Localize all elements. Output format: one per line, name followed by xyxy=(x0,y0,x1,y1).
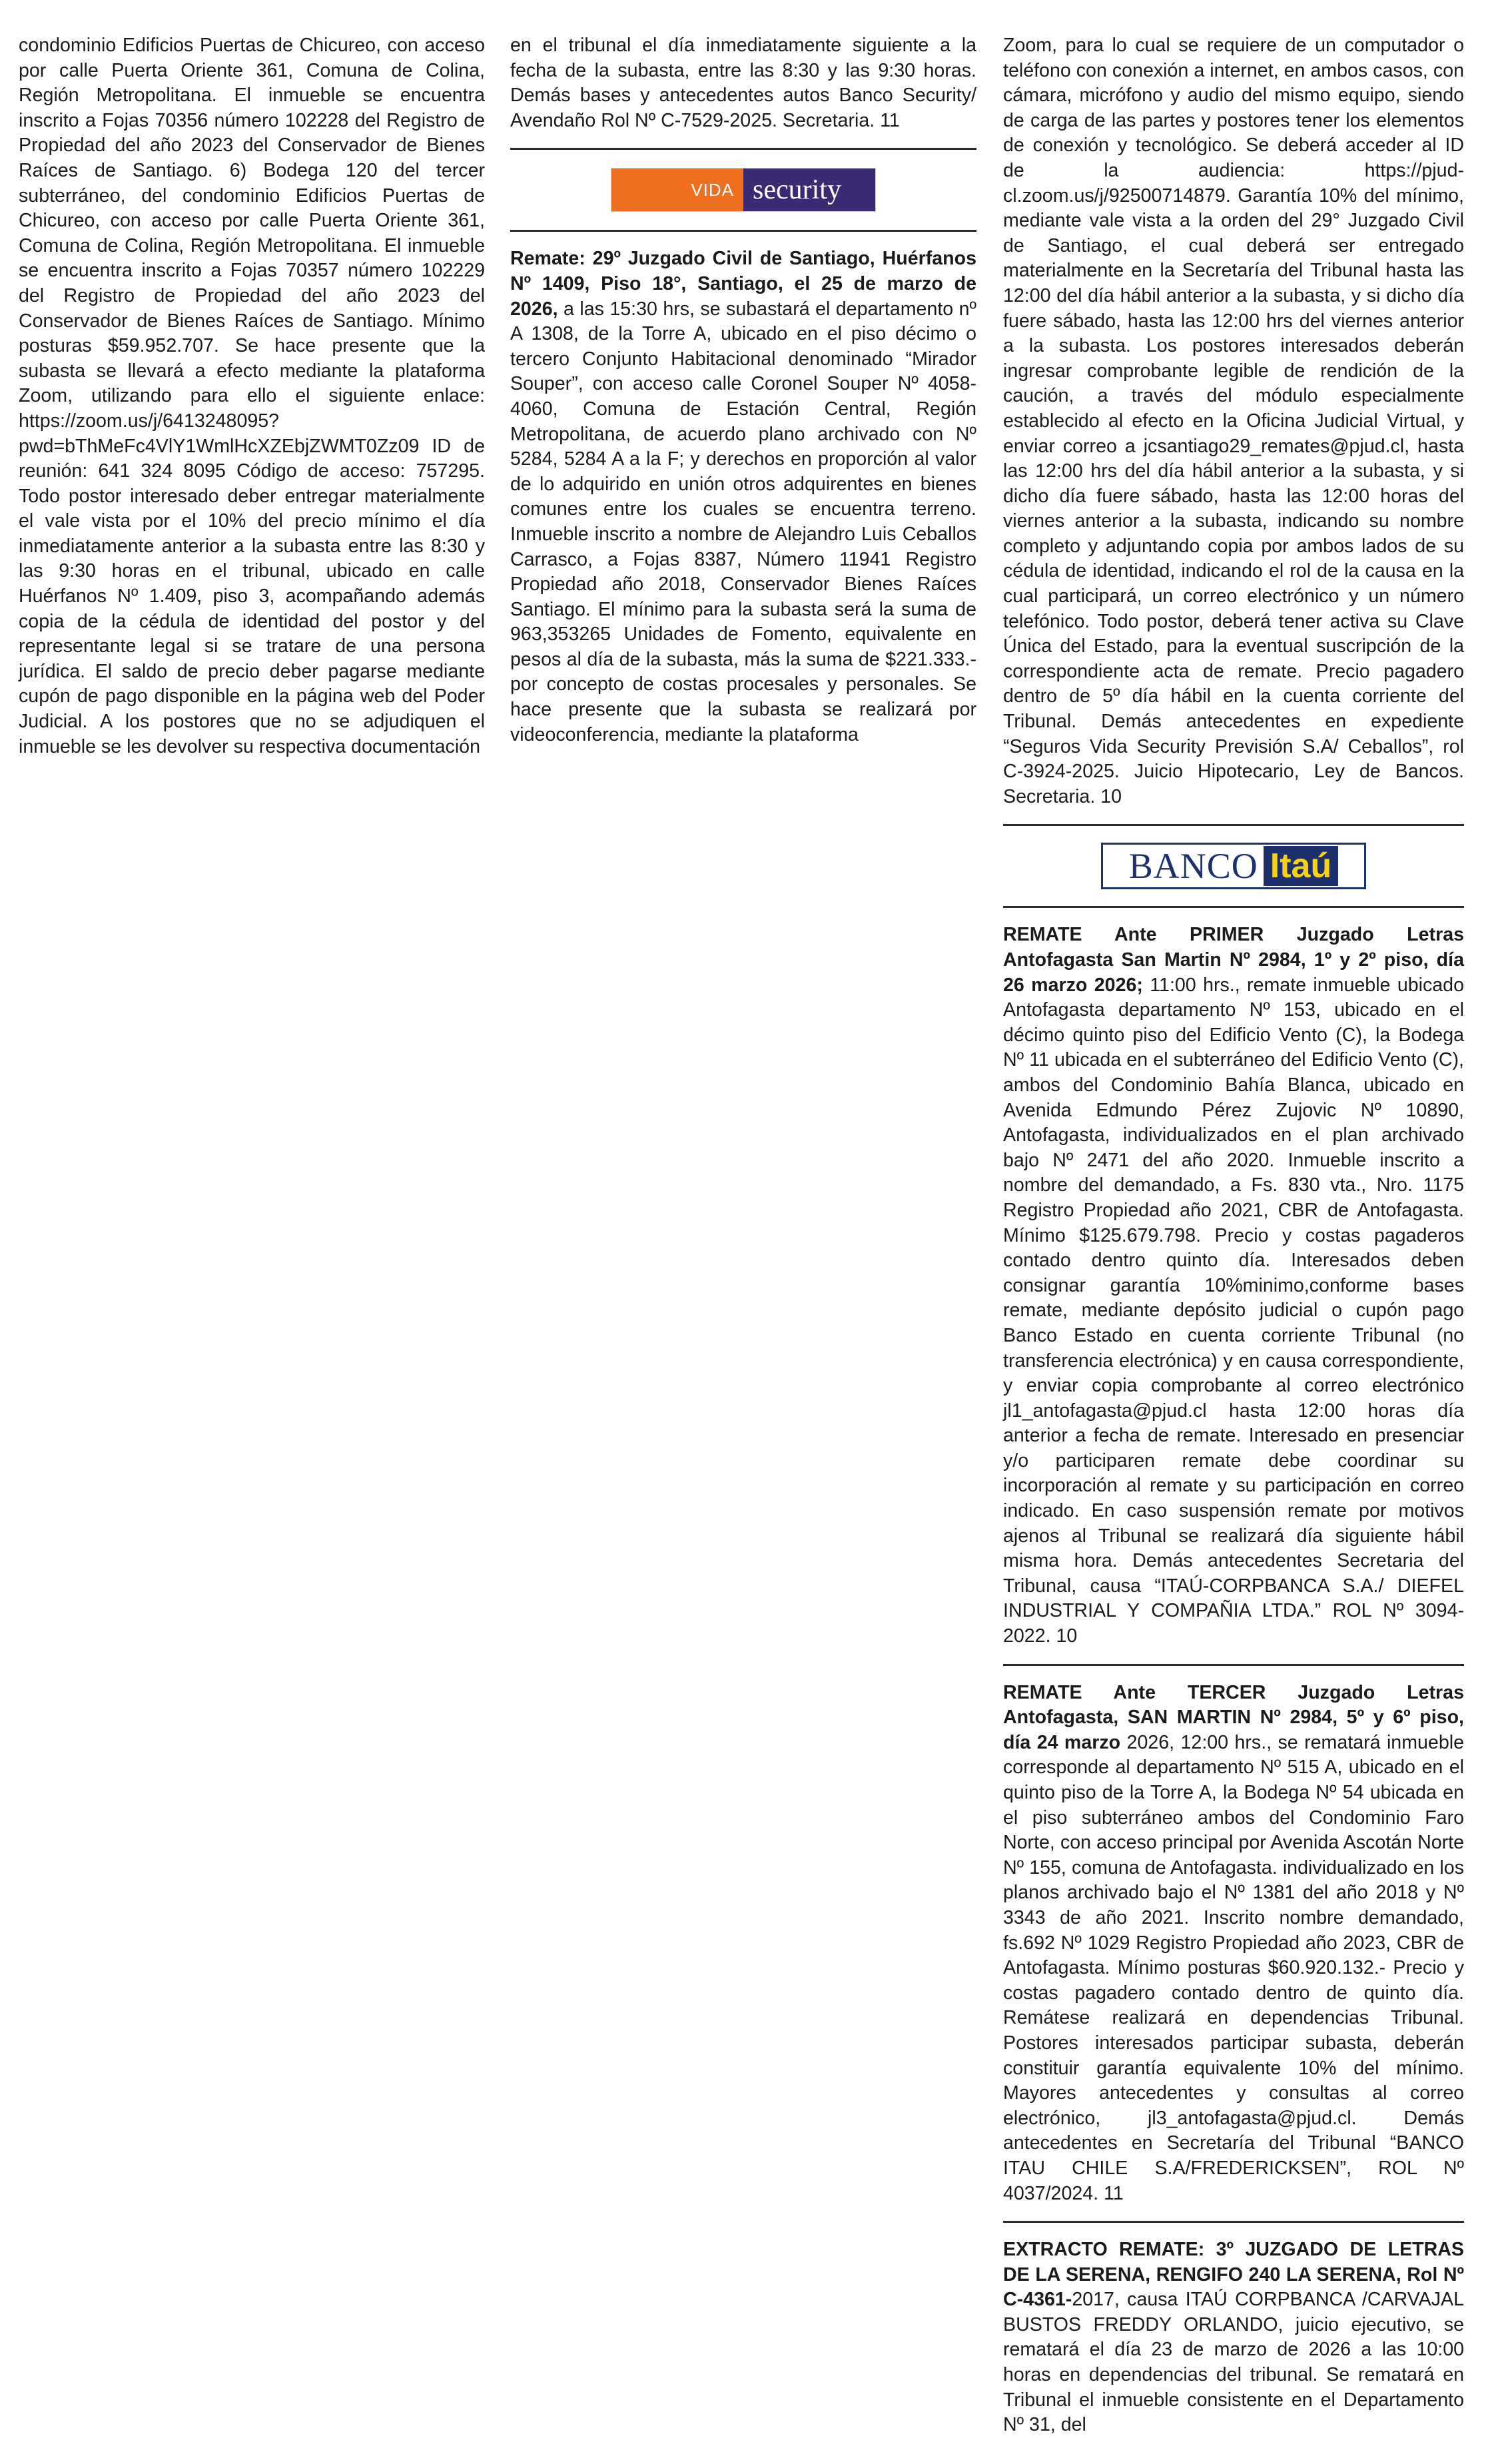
divider xyxy=(1003,1664,1464,1666)
column-3 xyxy=(1003,33,1464,2438)
notice-remate-tercer-juzgado-antofagasta xyxy=(1003,1681,1464,2206)
notice-continuation-puertas-chicureo: condominio Edificios Puertas de Chicureo, con acceso por calle Puerta Oriente 361, Comuna de Colina, Región Metropolitana. El inmueble se encuentra inscrito a Fojas 70356 número 102228 del Registro de Propiedad del año 2023 del Conservador de Bienes Raíces de Santiago. 6) Bodega 120 del tercer subterráneo, del condominio Edificios Puertas de Chicureo, con acceso por calle Puerta Oriente 361, Comuna de Colina, Región Metropolitana. El inmueble se encuentra inscrito a Fojas 70357 número 102229 del Registro de Propiedad del año 2023 del Conservador de Bienes Raíces de Santiago. Mínimo posturas $59.952.707. Se hace presente que la subasta se llevará a efecto mediante la plataforma Zoom, utilizando para ello el siguiente enlace: https://zoom.us/j/6413248095?pwd=bThMeFc4VlY1WmlHcXZEbjZWMT0Zz09 ID de reunión: 641 324 8095 Código de acceso: 757295. Todo postor interesado deber entregar materialmente el vale vista por el 10% del precio mínimo el día inmediatamente anterior a la subasta entre las 8:30 y las 9:30 horas en el tribunal, ubicado en calle Huérfanos Nº 1.409, piso 3, acompañando además copia de la cédula de identidad del postor y del representante legal si se tratare de una persona jurídica. El saldo de precio deber pagarse mediante cupón de pago disponible en la página web del Poder Judicial. A los postores que no se adjudiquen el inmueble se les devolver su respectiva documentación xyxy=(19,35,485,757)
notice-heading: Remate: 29º Juzgado Civil de Santiago, Huérfanos Nº 1409, Piso 18°, Santiago, el 25 de marzo de 2026, xyxy=(510,248,976,320)
divider xyxy=(510,230,976,232)
notice-continuation-banco-security: en el tribunal el día inmediatamente siguiente a la fecha de la subasta, entre las 8:30 y las 9:30 horas. Demás bases y antecedentes autos Banco Security/ Avendaño Rol Nº C-7529-2025. Secretaria. 11 xyxy=(510,35,976,131)
notice-body: 11:00 hrs., remate inmueble ubicado Antofagasta departamento Nº 153, ubicado en el décimo quinto piso del Edificio Vento (C), la Bodega Nº 11 ubicada en el subterráneo del Edificio Vento (C), ambos del Condominio Bahía Blanca, ubicado en Avenida Edmundo Pérez Zujovic Nº 10890, Antofagasta, individualizados en el plan archivado bajo Nº 2471 del año 2020. Inmueble inscrito a nombre del demandado, a Fs. 830 vta., Nro. 1175 Registro Propiedad año 2021, CBR de Antofagasta. Mínimo $125.679.798. Precio y costas pagaderos contado dentro quinto día. Interesados deben consignar garantía 10%minimo,conforme bases remate, mediante depósito judicial o cupón pago Banco Estado en cuenta corriente Tribunal (no transferencia electrónica) y en causa correspondiente, y enviar copia comprobante al correo electrónico jl1_antofagasta@pjud.cl hasta 12:00 horas día anterior a fecha de remate. Interesado en presenciar y/o participaren remate debe coordinar su incorporación al remate y su participación en correo indicado. En caso suspensión remate por motivos ajenos al Tribunal se realizará día siguiente hábil misma hora. Demás antecedentes Secretaria del Tribunal, causa “ITAÚ-CORPBANCA S.A./ DIEFEL INDUSTRIAL Y COMPAÑIA LTDA.” ROL Nº 3094-2022. 10 xyxy=(1003,974,1464,1647)
column-2 xyxy=(510,33,976,747)
notice-heading: EXTRACTO REMATE: 3º JUZGADO DE LETRAS DE LA SERENA, RENGIFO 240 LA SERENA, Rol Nº C-4361- xyxy=(1003,2239,1464,2311)
banco-itau-logo xyxy=(1003,841,1464,891)
column-1 xyxy=(19,33,485,759)
vida-security-logo xyxy=(510,165,976,215)
divider xyxy=(1003,906,1464,908)
notice-heading: REMATE Ante TERCER Juzgado Letras Antofagasta, SAN MARTIN Nº 2984, 5º y 6º piso, día 24 marzo xyxy=(1003,1681,1464,1753)
notice-remate-29-juzgado xyxy=(510,246,976,747)
notice-heading: REMATE Ante PRIMER Juzgado Letras Antofagasta San Martin Nº 2984, 1º y 2º piso, día 26 marzo 2026; xyxy=(1003,924,1464,996)
notice-continuation-vida-security: Zoom, para lo cual se requiere de un computador o teléfono con conexión a internet, en ambos casos, con cámara, micrófono y audio del mismo equipo, siendo de carga de las partes y postores tener los elementos de conexión y tecnológico. Se deberá acceder al ID de la audiencia: https://pjud-cl.zoom.us/j/92500714879. Garantía 10% del mínimo, mediante vale vista a la orden del 29° Juzgado Civil de Santiago, el cual deberá ser entregado materialmente en la Secretaría del Tribunal hasta las 12:00 del día hábil anterior a la subasta, y si dicho día fuere sábado, hasta las 12:00 hrs del viernes anterior a la subasta. Los postores interesados deberán ingresar comprobante legible de rendición de la caución, a través del módulo especialmente establecido al efecto en la Oficina Judicial Virtual, y enviar correo a jcsantiago29_remates@pjud.cl, hasta las 12:00 hrs del día hábil anterior a la subasta, y si dicho día fuere sábado, hasta las 12:00 horas del viernes anterior a la subasta, indicando su nombre completo y adjuntando copia por ambos lados de su cédula de identidad, indicando el rol de la causa en la cual participará, un correo electrónico y un número telefónico. Todo postor, deberá tener activa su Clave Única del Estado, para la eventual suscripción de la correspondiente acta de remate. Precio pagadero dentro de 5º día hábil en la cuenta corriente del Tribunal. Demás antecedentes en expediente “Seguros Vida Security Previsión S.A/ Ceballos”, rol C-3924-2025. Juicio Hipotecario, Ley de Bancos. Secretaria. 10 xyxy=(1003,35,1464,807)
logo-security-text: security xyxy=(743,169,875,211)
vida-security-logo-box xyxy=(611,169,875,211)
divider xyxy=(1003,2221,1464,2223)
banco-itau-logo-box xyxy=(1101,843,1366,889)
notice-body: a las 15:30 hrs, se subastará el departamento nº A 1308, de la Torre A, ubicado en el piso décimo o tercero Conjunto Habitacional denominado “Mirador Souper”, con acceso calle Coronel Souper Nº 4058-4060, Comuna de Estación Central, Región Metropolitana, de acuerdo plano archivado con Nº 5284, 5284 A a la F; y derechos en proporción al valor de lo adquirido en unión otros adquirentes en bienes comunes entre los cuales se encuentra terreno. Inmueble inscrito a nombre de Alejandro Luis Ceballos Carrasco, a Fojas 8387, Número 11941 Registro Propiedad año 2018, Conservador Bienes Raíces Santiago. El mínimo para la subasta será la suma de 963,353265 Unidades de Fomento, equivalente en pesos al día de la subasta, más la suma de $221.333.- por concepto de costas procesales y personales. Se hace presente que la subasta se realizará por videoconferencia, mediante la plataforma xyxy=(510,298,976,745)
notice-body: 2026, 12:00 hrs., se rematará inmueble corresponde al departamento Nº 515 A, ubicado en el quinto piso de la Torre A, la Bodega Nº 54 ubicada en el piso subterráneo ambos del Condominio Faro Norte, con acceso principal por Avenida Ascotán Norte Nº 155, comuna de Antofagasta. individualizado en los planos archivado bajo el Nº 1381 del año 2018 y Nº 3343 de año 2021. Inscrito nombre demandado, fs.692 Nº 1029 Registro Propiedad año 2023, CBR de Antofagasta. Mínimo posturas $60.920.132.- Precio y costas pagadero contado dentro de quinto día. Remátese realizará en dependencias Tribunal. Postores interesados participar subasta, deberán constituir garantía equivalente 10% del mínimo. Mayores antecedentes y consultas al correo electrónico, jl3_antofagasta@pjud.cl. Demás antecedentes en Secretaría del Tribunal “BANCO ITAU CHILE S.A/FREDERICKSEN”, ROL Nº 4037/2024. 11 xyxy=(1003,1731,1464,2204)
logo-vida-text: VIDA xyxy=(611,169,743,211)
notice-body: 2017, causa ITAÚ CORPBANCA /CARVAJAL BUSTOS FREDDY ORLANDO, juicio ejecutivo, se rematará el día 23 de marzo de 2026 a las 10:00 horas en dependencias del tribunal. Se rematará en Tribunal el inmueble consistente en el Departamento Nº 31, del xyxy=(1003,2289,1464,2436)
notice-extracto-remate-la-serena xyxy=(1003,2237,1464,2438)
notice-remate-primer-juzgado-antofagasta xyxy=(1003,923,1464,1649)
divider xyxy=(510,148,976,150)
logo-banco-text: BANCO xyxy=(1128,846,1258,887)
divider xyxy=(1003,824,1464,826)
logo-itau-text: Itaú xyxy=(1264,846,1338,886)
